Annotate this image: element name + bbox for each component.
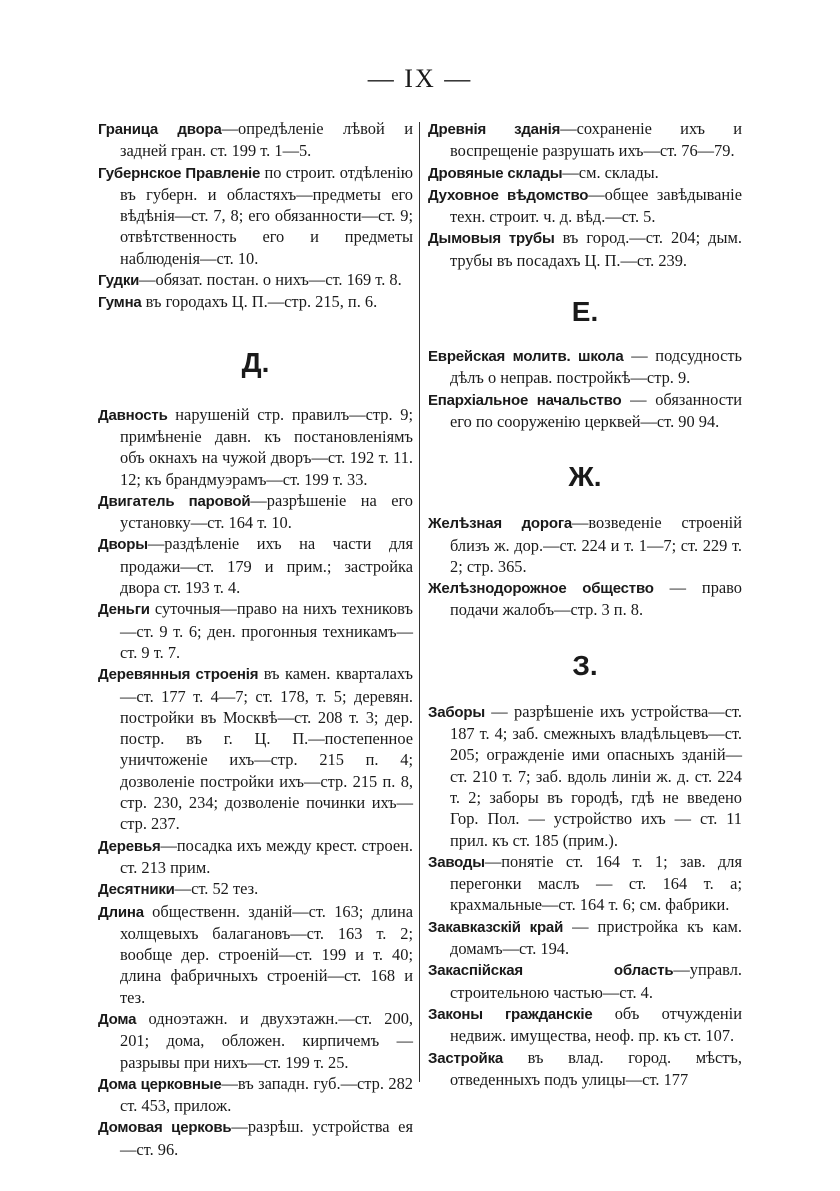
entry-text: —опредѣленіе лѣвой и задней гран. ст. 199 т. 1—5.	[120, 119, 414, 161]
index-entry	[98, 269, 413, 291]
index-entry	[98, 1116, 413, 1160]
section-letter-e: Е.	[571, 296, 599, 328]
entry-term: Гудки	[98, 272, 140, 290]
index-entry	[428, 512, 742, 577]
column-divider	[419, 122, 420, 1082]
index-entry	[428, 184, 742, 228]
entry-term: Дома церковные	[98, 1075, 222, 1093]
entry-term: Заводы	[428, 853, 485, 871]
index-entry	[98, 404, 413, 490]
entry-term: Желѣзная дорога	[428, 515, 573, 533]
entry-text: —ст. 52 тез.	[174, 879, 259, 899]
index-entry	[428, 916, 742, 960]
entry-text: —общее завѣдываніе техн. строит. ч. д. вѣд.—ст. 5.	[450, 184, 742, 227]
index-entry	[428, 345, 742, 389]
entry-text: объ отчужденіи недвиж. имущества, неоф. пр. къ ст. 107.	[450, 1003, 742, 1046]
index-entry	[98, 1008, 413, 1073]
entry-text: —управл. строительною частью—ст. 4.	[450, 960, 742, 1002]
index-entry	[428, 701, 742, 851]
entry-text: одноэтажн. и двухэтажн.—ст. 200, 201; дома, обложен. кирпичемъ — разрывы при нихъ—ст. 199 т. 25.	[120, 1008, 413, 1072]
section-letter-z: З.	[572, 649, 598, 681]
page-number: — IX —	[367, 64, 473, 93]
entry-text: общественн. зданій—ст. 163; длина холщевыхъ балагановъ—ст. 163 т. 2; вообще дер. строеній—ст. 199 и т. 40; длина фабричныхъ строеній—ст. 168 и тез.	[120, 901, 413, 1007]
entry-text: —возведеніе строеній близъ ж. дор.—ст. 224 и т. 1—7; ст. 229 т. 2; стр. 365.	[450, 513, 742, 576]
entry-text: въ город.—ст. 204; дым. трубы въ посадахъ Ц. П.—ст. 239.	[450, 228, 743, 270]
entry-text: —въ западн. губ.—стр. 282 ст. 453, прилож.	[120, 1073, 414, 1116]
entry-term: Желѣзнодорожное общество	[428, 580, 654, 598]
entry-term: Закавказскій край	[428, 918, 564, 936]
index-entry	[428, 162, 742, 184]
entry-text: — право подачи жалобъ—стр. 3 п. 8.	[450, 578, 742, 620]
entry-term: Дома	[98, 1010, 137, 1028]
entry-text: въ камен. кварталахъ—ст. 177 т. 4—7; ст. 178, т. 5; деревян. постройки въ Москвѣ—ст. 208 т. 3; дер. постр. въ г. Ц. П.—постепенное уничтоженіе ихъ—стр. 215 п. 4; дозволеніе постройки ихъ—стр. 215 п. 8, стр. 230, 234; дозволеніе починки ихъ—стр. 237.	[120, 664, 413, 834]
entry-term: Еврейская молитв. школа	[428, 348, 624, 366]
index-entry	[98, 835, 413, 879]
left-column	[98, 118, 413, 1160]
index-entry	[428, 1047, 742, 1091]
entry-term: Дровяные склады	[428, 164, 563, 182]
index-entry	[428, 389, 742, 433]
section-z-entries	[428, 701, 742, 1090]
entry-text: —см. склады.	[562, 162, 659, 182]
entry-term: Дымовыя трубы	[428, 230, 555, 248]
index-entry	[98, 1073, 413, 1117]
entry-term: Деревья	[98, 837, 161, 855]
index-entry	[428, 577, 742, 621]
section-zh-entries	[428, 512, 742, 620]
entry-text: — пристройка къ кам. домамъ—ст. 194.	[450, 916, 742, 959]
entry-term: Застройка	[428, 1049, 504, 1067]
entry-term: Граница двора	[98, 121, 222, 138]
entry-term: Деньги	[98, 601, 150, 619]
entry-text: въ влад. город. мѣстъ, отведенныхъ подъ улицы—ст. 177	[450, 1047, 742, 1089]
entry-text: —понятіе ст. 164 т. 1; зав. для перегонки маслъ — ст. 164 т. а; крахмальные—ст. 164 т. 6; см. фабрики.	[450, 851, 742, 915]
entry-term: Заборы	[428, 703, 485, 721]
entry-text: —разрѣшеніе на его установку—ст. 164 т. 10.	[120, 490, 413, 533]
index-entry	[98, 901, 413, 1008]
entry-term: Губернское Правленіе	[98, 164, 261, 182]
entry-text: —обязат. постан. о нихъ—ст. 169 т. 8.	[139, 270, 402, 290]
index-entry	[428, 118, 742, 162]
entry-term: Давность	[98, 406, 168, 424]
index-entry	[98, 291, 413, 313]
right-column	[428, 118, 742, 1090]
section-e-entries	[428, 345, 742, 432]
entry-text: — обязанности его по сооруженію церквей—ст. 90 94.	[450, 389, 742, 431]
entry-text: въ городахъ Ц. П.—стр. 215, п. 6.	[141, 292, 378, 312]
entry-term: Дворы	[98, 536, 148, 554]
index-entry	[428, 1003, 742, 1047]
entry-term: Епархіальное начальство	[428, 391, 622, 409]
index-entry	[98, 118, 413, 162]
index-entry	[428, 227, 742, 271]
entry-term: Законы гражданскіе	[428, 1005, 593, 1023]
entry-text: —раздѣленіе ихъ на части для продажи—ст. 179 и прим.; застройка двора ст. 193 т. 4.	[120, 534, 413, 598]
entry-text: по строит. отдѣленію въ губерн. и областяхъ—предметы его вѣдѣнія—ст. 7, 8; его обязанности—ст. 9; отвѣтственность его и предметы наблюденія—ст. 10.	[120, 162, 413, 268]
entry-term: Духовное вѣдомство	[428, 186, 589, 204]
entry-text: суточныя—право на нихъ техниковъ—ст. 9 т. 6; ден. прогонныя техникамъ—ст. 9 т. 7.	[120, 599, 413, 662]
entry-text: —посадка ихъ между крест. строен. ст. 213 прим.	[120, 835, 413, 877]
index-entry	[98, 663, 413, 834]
entry-term: Двигатель паровой	[98, 492, 251, 510]
entries-top-right	[428, 118, 742, 271]
entry-term: Десятники	[98, 881, 175, 899]
entry-text: — разрѣшеніе ихъ устройства—ст. 187 т. 4; заб. смежныхъ владѣльцевъ—ст. 205; огражденіе ими опасныхъ зданій—ст. 210 т. 7; заб. вдоль линіи ж. д. ст. 224 т. 2; заборы въ городѣ, гдѣ не введено Гор. Пол. — устройство ихъ — ст. 11 прил. къ ст. 185 (прим.).	[450, 701, 742, 850]
entry-text: — подсудность дѣлъ о неправ. постройкѣ—стр. 9.	[450, 346, 742, 388]
entry-term: Длина	[98, 903, 144, 921]
index-entry	[428, 959, 742, 1003]
entry-term: Закаспійская область	[428, 962, 674, 980]
index-entry	[98, 533, 413, 598]
entry-term: Древнія зданія	[428, 121, 561, 138]
entry-text: —сохраненіе ихъ и воспрещеніе разрушать ихъ—ст. 76—79.	[450, 119, 742, 161]
entry-text: —разрѣш. устройства ея—ст. 96.	[120, 1117, 413, 1159]
index-entry	[428, 851, 742, 916]
index-entry	[98, 598, 413, 663]
section-letter-d: Д.	[241, 346, 270, 378]
section-d-entries	[98, 404, 413, 1160]
index-entry	[98, 162, 413, 269]
entries-top-left	[98, 118, 413, 314]
index-entry	[98, 490, 413, 534]
entry-text: нарушеній стр. правилъ—стр. 9; примѣненіе давн. къ постановленіямъ объ окнахъ на чужой дворъ—ст. 192 т. 11. 12; къ брандмуэрамъ—ст. 199 т. 33.	[120, 404, 413, 489]
entry-term: Домовая церковь	[98, 1119, 232, 1137]
entry-term: Гумна	[98, 294, 142, 312]
index-entry	[98, 878, 413, 900]
section-letter-zh: Ж.	[568, 461, 602, 493]
entry-term: Деревянныя строенія	[98, 666, 259, 684]
